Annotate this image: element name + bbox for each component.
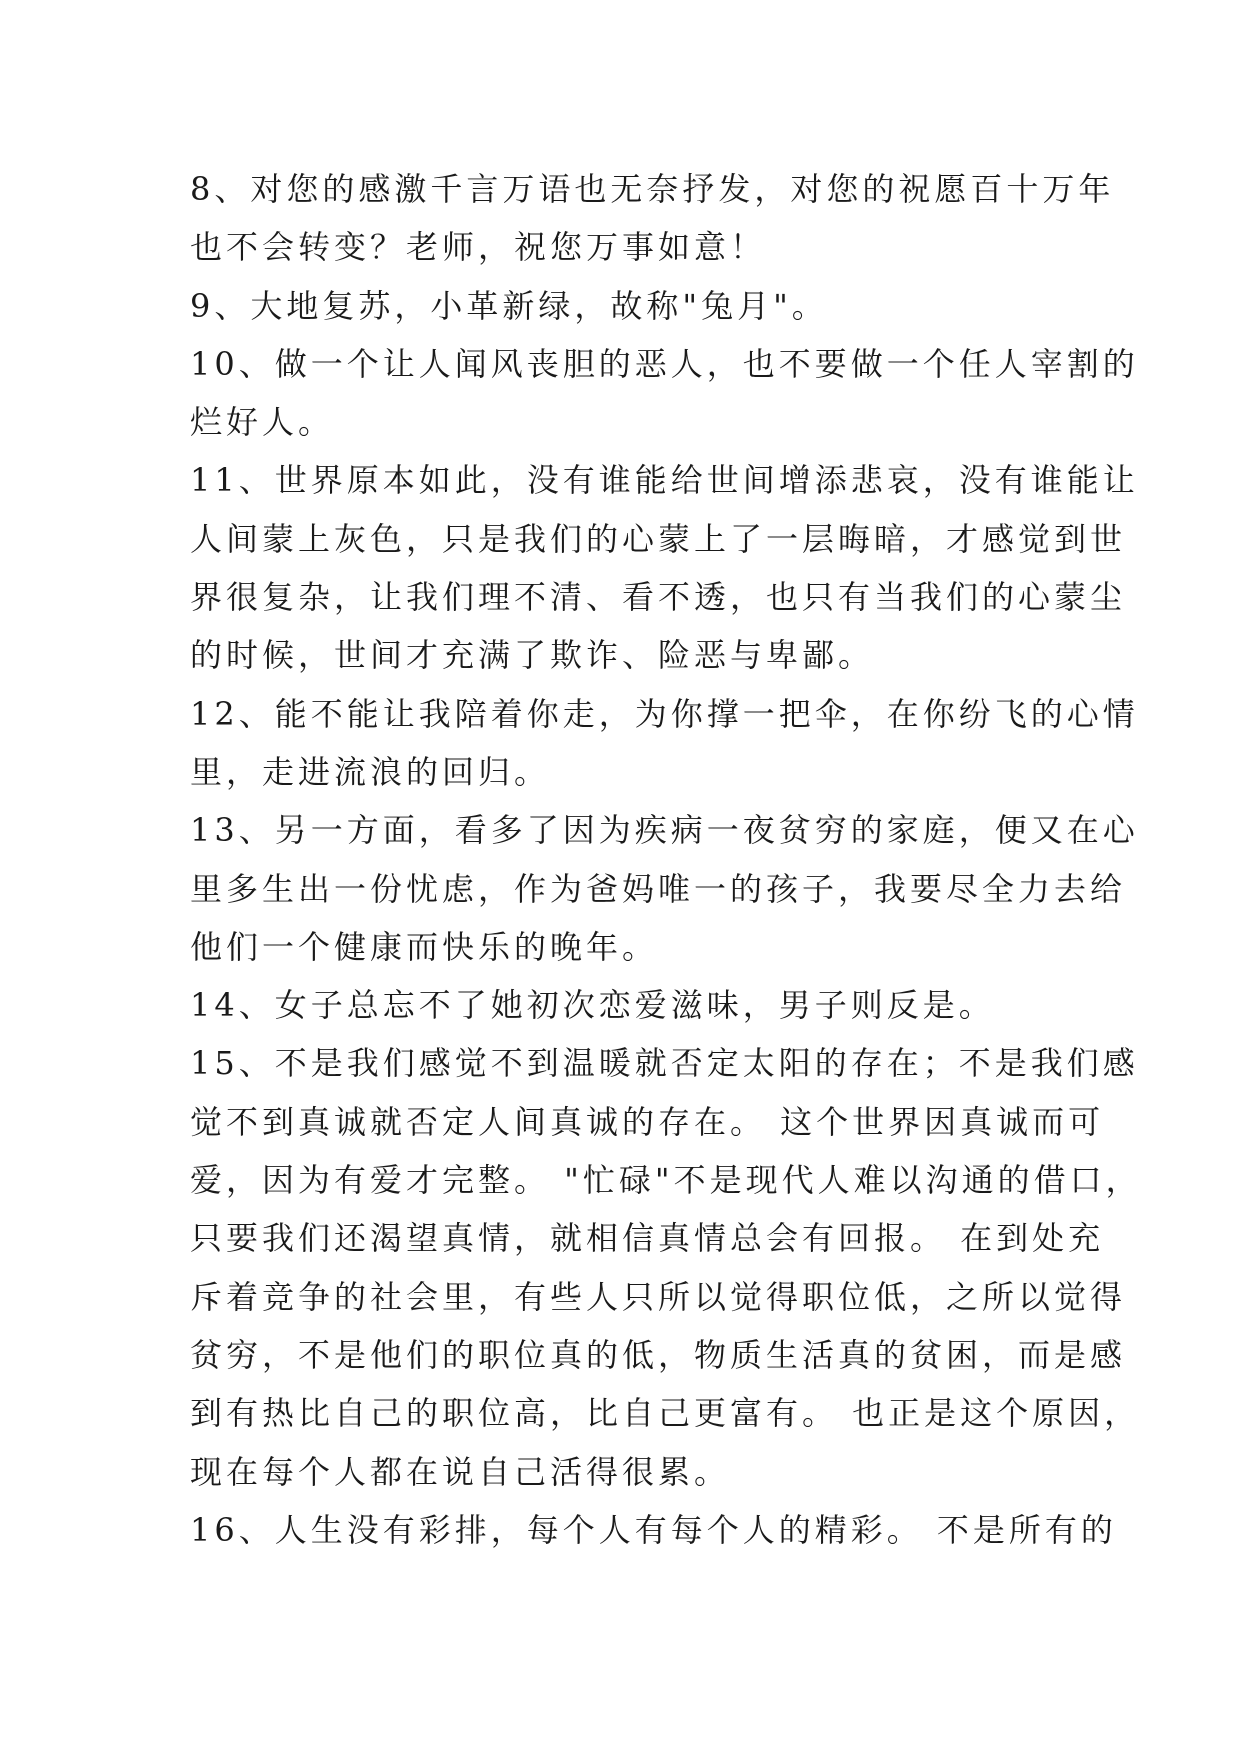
text-line: 觉不到真诚就否定人间真诚的存在。 这个世界因真诚而可 [190,1102,1105,1141]
text-line: 爱，因为有爱才完整。 "忙碌"不是现代人难以沟通的借口， [190,1161,1142,1200]
text-line: 人间蒙上灰色，只是我们的心蒙上了一层晦暗，才感觉到世 [190,519,1127,558]
text-line: 到有热比自己的职位高，比自己更富有。 也正是这个原因， [190,1394,1141,1433]
text-line: 也不会转变？老师，祝您万事如意！ [190,228,767,267]
document-body [190,160,1142,1559]
text-line: 里，走进流浪的回归。 [190,752,551,791]
text-line: 15、不是我们感觉不到温暖就否定太阳的存在；不是我们感 [190,1044,1139,1083]
text-line: 11、世界原本如此，没有谁能给世间增添悲哀，没有谁能让 [190,461,1139,500]
text-line: 的时候，世间才充满了欺诈、险恶与卑鄙。 [190,636,875,675]
text-line: 烂好人。 [190,403,335,442]
text-line: 8、对您的感激千言万语也无奈抒发，对您的祝愿百十万年 [190,170,1115,208]
text-line: 13、另一方面，看多了因为疾病一夜贫穷的家庭，便又在心 [190,811,1139,850]
text-line: 9、大地复苏，小革新绿，故称"兔月"。 [190,286,828,325]
text-line: 界很复杂，让我们理不清、看不透，也只有当我们的心蒙尘 [190,578,1127,617]
text-line: 现在每个人都在说自己活得很累。 [190,1452,731,1491]
text-line: 只要我们还渴望真情，就相信真情总会有回报。 在到处充 [190,1219,1105,1258]
text-line: 他们一个健康而快乐的晚年。 [190,927,659,966]
text-line: 10、做一个让人闻风丧胆的恶人，也不要做一个任人宰割的 [190,344,1139,383]
text-line: 贫穷，不是他们的职位真的低，物质生活真的贫困，而是感 [190,1335,1127,1374]
text-line: 12、能不能让我陪着你走，为你撑一把伞，在你纷飞的心情 [190,694,1139,733]
text-line: 里多生出一份忧虑，作为爸妈唯一的孩子，我要尽全力去给 [190,869,1127,908]
text-line: 16、人生没有彩排，每个人有每个人的精彩。 不是所有的 [190,1510,1117,1549]
text-line: 14、女子总忘不了她初次恋爱滋味，男子则反是。 [190,986,995,1025]
text-line: 斥着竞争的社会里，有些人只所以觉得职位低，之所以觉得 [190,1277,1127,1316]
